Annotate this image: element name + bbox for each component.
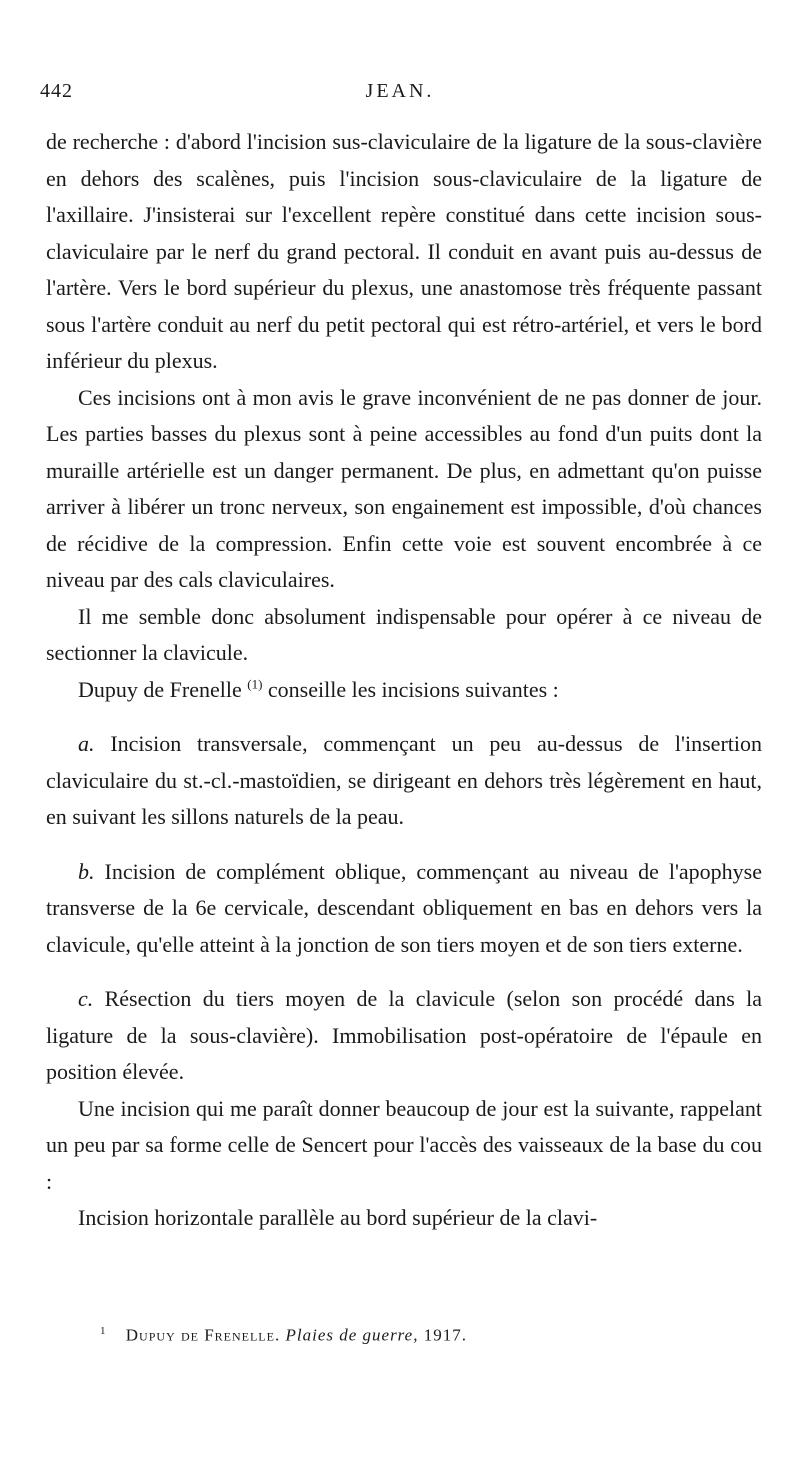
list-item-b [46, 854, 762, 964]
paragraph-2: Ces incisions ont à mon avis le grave inconvénient de ne pas donner de jour. Les parties basses du plexus sont à peine accessibles au fond d'un puits dont la muraille artérielle est un danger permanent. De plus, en admettant qu'on puisse arriver à libérer un tronc nerveux, son engainement est impossible, d'où chances de récidive de la compression. Enfin cette voie est souvent encombrée à ce niveau par des cals claviculaires. [46, 384, 762, 592]
paragraph-4-end: conseille les incisions suivantes : [262, 676, 559, 702]
list-text-a: Incision transversale, commençant un peu au-dessus de l'insertion claviculaire du st.-cl.-mastoïdien, se dirigeant en dehors très légèrement en haut, en suivant les sillons naturels de la peau. [46, 731, 762, 829]
paragraph-6: Incision horizontale parallèle au bord supérieur de la clavi- [78, 1205, 598, 1230]
list-marker-a: a. [78, 731, 95, 756]
list-text-c: Résection du tiers moyen de la clavicule (selon son procédé dans la ligature de la sous-clavière). Immobilisation post-opératoire de l'épaule en position élevée. [46, 986, 762, 1084]
paragraph-4 [46, 672, 762, 709]
list-marker-c: c. [78, 986, 94, 1011]
paragraph-1: de recherche : d'abord l'incision sus-claviculaire de la ligature de la sous-clavière en dehors des scalènes, puis l'incision sous-claviculaire de la ligature de l'axillaire. J'insisterai sur l'excellent repère constitué dans cette incision sous-claviculaire par le nerf du grand pectoral. Il conduit en avant puis au-dessus de l'artère. Vers le bord supérieur du plexus, une anastomose très fréquente passant sous l'artère conduit au nerf du petit pectoral qui est rétro-artériel, et vers le bord inférieur du plexus. [46, 129, 762, 373]
paragraph-4-start: Dupuy de Frenelle [78, 676, 248, 702]
running-head-title: JEAN. [365, 80, 435, 102]
footnote-year: 1917. [423, 1325, 467, 1345]
footnote-title: Plaies de guerre, [285, 1325, 419, 1345]
list-item-c [46, 981, 762, 1091]
list-text-b: Incision de complément oblique, commençant au niveau de l'apophyse transverse de la 6e cervicale, descendant obliquement en bas en dehors vers la clavicule, qu'elle atteint à la jonction de son tiers moyen et de son tiers externe. [46, 858, 762, 957]
footnote-mark: 1 [100, 1325, 107, 1337]
paragraph-3: Il me semble donc absolument indispensable pour opérer à ce niveau de sectionner la clavicule. [46, 603, 762, 665]
footnote-author: Dupuy de Frenelle. [125, 1325, 281, 1345]
list-item-a [46, 726, 762, 836]
footnote-reference: (1) [247, 676, 263, 692]
body-text [46, 124, 762, 1237]
running-head [40, 80, 760, 116]
footnote [100, 1325, 760, 1346]
paragraph-5: Une incision qui me paraît donner beaucoup de jour est la suivante, rappelant un peu par sa forme celle de Sencert pour l'accès des vaisseaux de la base du cou : [46, 1095, 762, 1194]
page-number: 442 [40, 80, 73, 102]
list-marker-b: b. [78, 858, 95, 884]
